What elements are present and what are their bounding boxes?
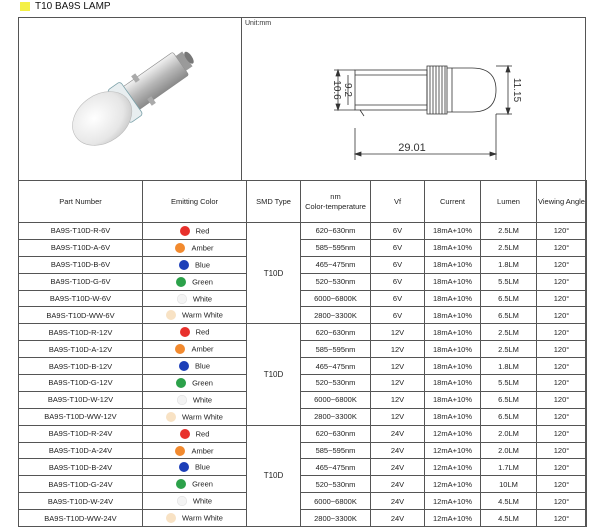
part-number-cell: BA9S-T10D-B-6V xyxy=(19,256,143,273)
part-number-cell: BA9S-T10D-R-12V xyxy=(19,324,143,341)
emitting-color-label: Green xyxy=(192,277,213,287)
vf-cell: 24V xyxy=(371,442,425,459)
table-row xyxy=(19,510,587,527)
dimension-head-diameter: 11.15 xyxy=(511,77,522,103)
lumen-cell: 1.7LM xyxy=(481,459,537,476)
color-dot-icon xyxy=(176,378,186,388)
viewing-angle-cell: 120° xyxy=(537,459,587,476)
emitting-color-label: Red xyxy=(195,327,210,337)
viewing-angle-cell: 120° xyxy=(537,408,587,425)
emitting-color-label: Warm White xyxy=(182,412,223,422)
part-number-cell: BA9S-T10D-W-6V xyxy=(19,290,143,307)
color-dot-icon xyxy=(175,344,185,354)
emitting-color-label: Amber xyxy=(191,344,214,354)
lumen-cell: 5.5LM xyxy=(481,375,537,392)
color-dot-icon xyxy=(180,429,190,439)
lumen-cell: 2.5LM xyxy=(481,223,537,240)
part-number-cell: BA9S-T10D-B-24V xyxy=(19,459,143,476)
table-row xyxy=(19,273,587,290)
emitting-color-label: White xyxy=(192,496,213,506)
lumen-cell: 2.0LM xyxy=(481,442,537,459)
part-number-cell: BA9S-T10D-G-6V xyxy=(19,273,143,290)
color-dot-icon xyxy=(179,260,189,270)
part-number-cell: BA9S-T10D-A-12V xyxy=(19,341,143,358)
wavelength-cell: 465~475nm xyxy=(301,358,371,375)
table-row xyxy=(19,341,587,358)
viewing-angle-cell: 120° xyxy=(537,510,587,527)
current-cell: 18mA+10% xyxy=(425,375,481,392)
viewing-angle-cell: 120° xyxy=(537,223,587,240)
vf-cell: 12V xyxy=(371,324,425,341)
color-dot-icon xyxy=(175,243,185,253)
wavelength-cell: 585~595nm xyxy=(301,239,371,256)
emitting-color-cell xyxy=(143,290,247,307)
emitting-color-label: White xyxy=(192,395,213,405)
emitting-color-label: Warm White xyxy=(182,513,223,523)
vf-cell: 12V xyxy=(371,391,425,408)
viewing-angle-cell: 120° xyxy=(537,375,587,392)
table-row xyxy=(19,256,587,273)
table-row xyxy=(19,425,587,442)
viewing-angle-cell: 120° xyxy=(537,239,587,256)
emitting-color-cell xyxy=(143,476,247,493)
part-number-cell: BA9S-T10D-WW-12V xyxy=(19,408,143,425)
emitting-color-cell xyxy=(143,341,247,358)
wavelength-cell: 6000~6800K xyxy=(301,391,371,408)
color-dot-icon xyxy=(179,361,189,371)
title-row xyxy=(0,0,600,14)
part-number-cell: BA9S-T10D-W-12V xyxy=(19,391,143,408)
color-dot-icon xyxy=(166,310,176,320)
table-row xyxy=(19,223,587,240)
wavelength-cell: 6000~6800K xyxy=(301,493,371,510)
part-number-cell: BA9S-T10D-A-24V xyxy=(19,442,143,459)
lumen-cell: 1.8LM xyxy=(481,358,537,375)
header-emitting-color: Emitting Color xyxy=(143,181,247,223)
part-number-cell: BA9S-T10D-R-24V xyxy=(19,425,143,442)
wavelength-cell: 585~595nm xyxy=(301,442,371,459)
vf-cell: 12V xyxy=(371,341,425,358)
header-current: Current xyxy=(425,181,481,223)
color-dot-icon xyxy=(166,412,176,422)
current-cell: 12mA+10% xyxy=(425,459,481,476)
emitting-color-label: Blue xyxy=(194,361,210,371)
table-row xyxy=(19,442,587,459)
dimension-drawing xyxy=(300,30,530,170)
lumen-cell: 6.5LM xyxy=(481,290,537,307)
color-dot-icon xyxy=(177,395,187,405)
emitting-color-cell xyxy=(143,425,247,442)
current-cell: 18mA+10% xyxy=(425,239,481,256)
vf-cell: 12V xyxy=(371,375,425,392)
emitting-color-cell xyxy=(143,459,247,476)
current-cell: 18mA+10% xyxy=(425,290,481,307)
vf-cell: 24V xyxy=(371,493,425,510)
lamp-photo-icon xyxy=(18,17,242,180)
table-row xyxy=(19,358,587,375)
color-dot-icon xyxy=(177,496,187,506)
vf-cell: 12V xyxy=(371,358,425,375)
vf-cell: 12V xyxy=(371,408,425,425)
current-cell: 18mA+10% xyxy=(425,223,481,240)
viewing-angle-cell: 120° xyxy=(537,476,587,493)
part-number-cell: BA9S-T10D-G-12V xyxy=(19,375,143,392)
wavelength-cell: 2800~3300K xyxy=(301,510,371,527)
part-number-cell: BA9S-T10D-G-24V xyxy=(19,476,143,493)
emitting-color-cell xyxy=(143,273,247,290)
part-number-cell: BA9S-T10D-B-12V xyxy=(19,358,143,375)
emitting-color-label: Red xyxy=(195,429,210,439)
dimension-body-diameter: 10.6 xyxy=(331,80,342,100)
wavelength-cell: 620~630nm xyxy=(301,223,371,240)
current-cell: 12mA+10% xyxy=(425,476,481,493)
dimension-base-diameter: 9.2 xyxy=(342,83,353,97)
emitting-color-cell xyxy=(143,358,247,375)
emitting-color-label: Warm White xyxy=(182,310,223,320)
color-dot-icon xyxy=(179,462,189,472)
lumen-cell: 4.5LM xyxy=(481,510,537,527)
title-color-swatch xyxy=(20,2,30,11)
smd-type-cell: T10D xyxy=(247,324,301,425)
table-row xyxy=(19,290,587,307)
header-viewing-angle: Viewing Angle xyxy=(537,181,587,223)
emitting-color-cell xyxy=(143,307,247,324)
lumen-cell: 10LM xyxy=(481,476,537,493)
vf-cell: 6V xyxy=(371,223,425,240)
current-cell: 18mA+10% xyxy=(425,273,481,290)
dimension-length: 29.01 xyxy=(398,142,426,154)
wavelength-cell: 620~630nm xyxy=(301,425,371,442)
emitting-color-cell xyxy=(143,493,247,510)
current-cell: 12mA+10% xyxy=(425,510,481,527)
header-color-temperature: Color-temperature xyxy=(305,201,366,211)
table-header-row xyxy=(19,181,587,223)
vf-cell: 6V xyxy=(371,290,425,307)
header-part-number: Part Number xyxy=(19,181,143,223)
wavelength-cell: 465~475nm xyxy=(301,256,371,273)
emitting-color-cell xyxy=(143,375,247,392)
color-dot-icon xyxy=(175,446,185,456)
emitting-color-cell xyxy=(143,239,247,256)
table-row xyxy=(19,391,587,408)
vf-cell: 6V xyxy=(371,239,425,256)
emitting-color-label: Red xyxy=(195,226,210,236)
smd-type-cell: T10D xyxy=(247,425,301,526)
emitting-color-cell xyxy=(143,223,247,240)
emitting-color-cell xyxy=(143,442,247,459)
lumen-cell: 2.5LM xyxy=(481,239,537,256)
viewing-angle-cell: 120° xyxy=(537,391,587,408)
wavelength-cell: 6000~6800K xyxy=(301,290,371,307)
part-number-cell: BA9S-T10D-WW-24V xyxy=(19,510,143,527)
viewing-angle-cell: 120° xyxy=(537,273,587,290)
color-dot-icon xyxy=(180,226,190,236)
wavelength-cell: 585~595nm xyxy=(301,341,371,358)
part-number-cell: BA9S-T10D-R-6V xyxy=(19,223,143,240)
table-row xyxy=(19,476,587,493)
table-row xyxy=(19,324,587,341)
header-wavelength-unit: nm xyxy=(330,191,341,201)
viewing-angle-cell: 120° xyxy=(537,324,587,341)
lumen-cell: 1.8LM xyxy=(481,256,537,273)
header-wavelength xyxy=(301,181,371,223)
page-title: T10 BA9S LAMP xyxy=(35,1,111,12)
table-row xyxy=(19,307,587,324)
header-vf: Vf xyxy=(371,181,425,223)
current-cell: 12mA+10% xyxy=(425,493,481,510)
table-row xyxy=(19,493,587,510)
wavelength-cell: 465~475nm xyxy=(301,459,371,476)
wavelength-cell: 2800~3300K xyxy=(301,408,371,425)
unit-label: Unit:mm xyxy=(245,20,272,27)
lumen-cell: 6.5LM xyxy=(481,408,537,425)
viewing-angle-cell: 120° xyxy=(537,256,587,273)
wavelength-cell: 520~530nm xyxy=(301,375,371,392)
wavelength-cell: 520~530nm xyxy=(301,273,371,290)
current-cell: 18mA+10% xyxy=(425,256,481,273)
emitting-color-label: Blue xyxy=(194,462,210,472)
header-smd-type: SMD Type xyxy=(247,181,301,223)
viewing-angle-cell: 120° xyxy=(537,307,587,324)
wavelength-cell: 2800~3300K xyxy=(301,307,371,324)
emitting-color-label: Amber xyxy=(191,446,214,456)
current-cell: 12mA+10% xyxy=(425,425,481,442)
emitting-color-label: Green xyxy=(192,479,213,489)
spec-table xyxy=(18,180,587,527)
lumen-cell: 4.5LM xyxy=(481,493,537,510)
viewing-angle-cell: 120° xyxy=(537,425,587,442)
header-lumen: Lumen xyxy=(481,181,537,223)
lumen-cell: 2.5LM xyxy=(481,324,537,341)
color-dot-icon xyxy=(176,277,186,287)
emitting-color-cell xyxy=(143,324,247,341)
emitting-color-cell xyxy=(143,510,247,527)
smd-type-cell: T10D xyxy=(247,223,301,324)
current-cell: 18mA+10% xyxy=(425,324,481,341)
emitting-color-label: Green xyxy=(192,378,213,388)
emitting-color-label: White xyxy=(192,294,213,304)
emitting-color-cell xyxy=(143,256,247,273)
viewing-angle-cell: 120° xyxy=(537,341,587,358)
lumen-cell: 2.5LM xyxy=(481,341,537,358)
current-cell: 18mA+10% xyxy=(425,358,481,375)
lumen-cell: 5.5LM xyxy=(481,273,537,290)
vf-cell: 24V xyxy=(371,510,425,527)
current-cell: 18mA+10% xyxy=(425,408,481,425)
color-dot-icon xyxy=(180,327,190,337)
wavelength-cell: 620~630nm xyxy=(301,324,371,341)
lumen-cell: 6.5LM xyxy=(481,391,537,408)
current-cell: 12mA+10% xyxy=(425,442,481,459)
vf-cell: 6V xyxy=(371,307,425,324)
viewing-angle-cell: 120° xyxy=(537,442,587,459)
emitting-color-label: Blue xyxy=(194,260,210,270)
current-cell: 18mA+10% xyxy=(425,307,481,324)
viewing-angle-cell: 120° xyxy=(537,493,587,510)
part-number-cell: BA9S-T10D-WW-6V xyxy=(19,307,143,324)
wavelength-cell: 520~530nm xyxy=(301,476,371,493)
part-number-cell: BA9S-T10D-W-24V xyxy=(19,493,143,510)
vf-cell: 6V xyxy=(371,256,425,273)
viewing-angle-cell: 120° xyxy=(537,290,587,307)
color-dot-icon xyxy=(166,513,176,523)
product-photo xyxy=(18,17,242,180)
vf-cell: 6V xyxy=(371,273,425,290)
viewing-angle-cell: 120° xyxy=(537,358,587,375)
color-dot-icon xyxy=(177,294,187,304)
table-row xyxy=(19,239,587,256)
lumen-cell: 2.0LM xyxy=(481,425,537,442)
emitting-color-cell xyxy=(143,408,247,425)
lumen-cell: 6.5LM xyxy=(481,307,537,324)
current-cell: 18mA+10% xyxy=(425,391,481,408)
part-number-cell: BA9S-T10D-A-6V xyxy=(19,239,143,256)
current-cell: 18mA+10% xyxy=(425,341,481,358)
table-row xyxy=(19,459,587,476)
emitting-color-cell xyxy=(143,391,247,408)
vf-cell: 24V xyxy=(371,459,425,476)
vf-cell: 24V xyxy=(371,476,425,493)
color-dot-icon xyxy=(176,479,186,489)
table-row xyxy=(19,408,587,425)
vf-cell: 24V xyxy=(371,425,425,442)
emitting-color-label: Amber xyxy=(191,243,214,253)
table-row xyxy=(19,375,587,392)
